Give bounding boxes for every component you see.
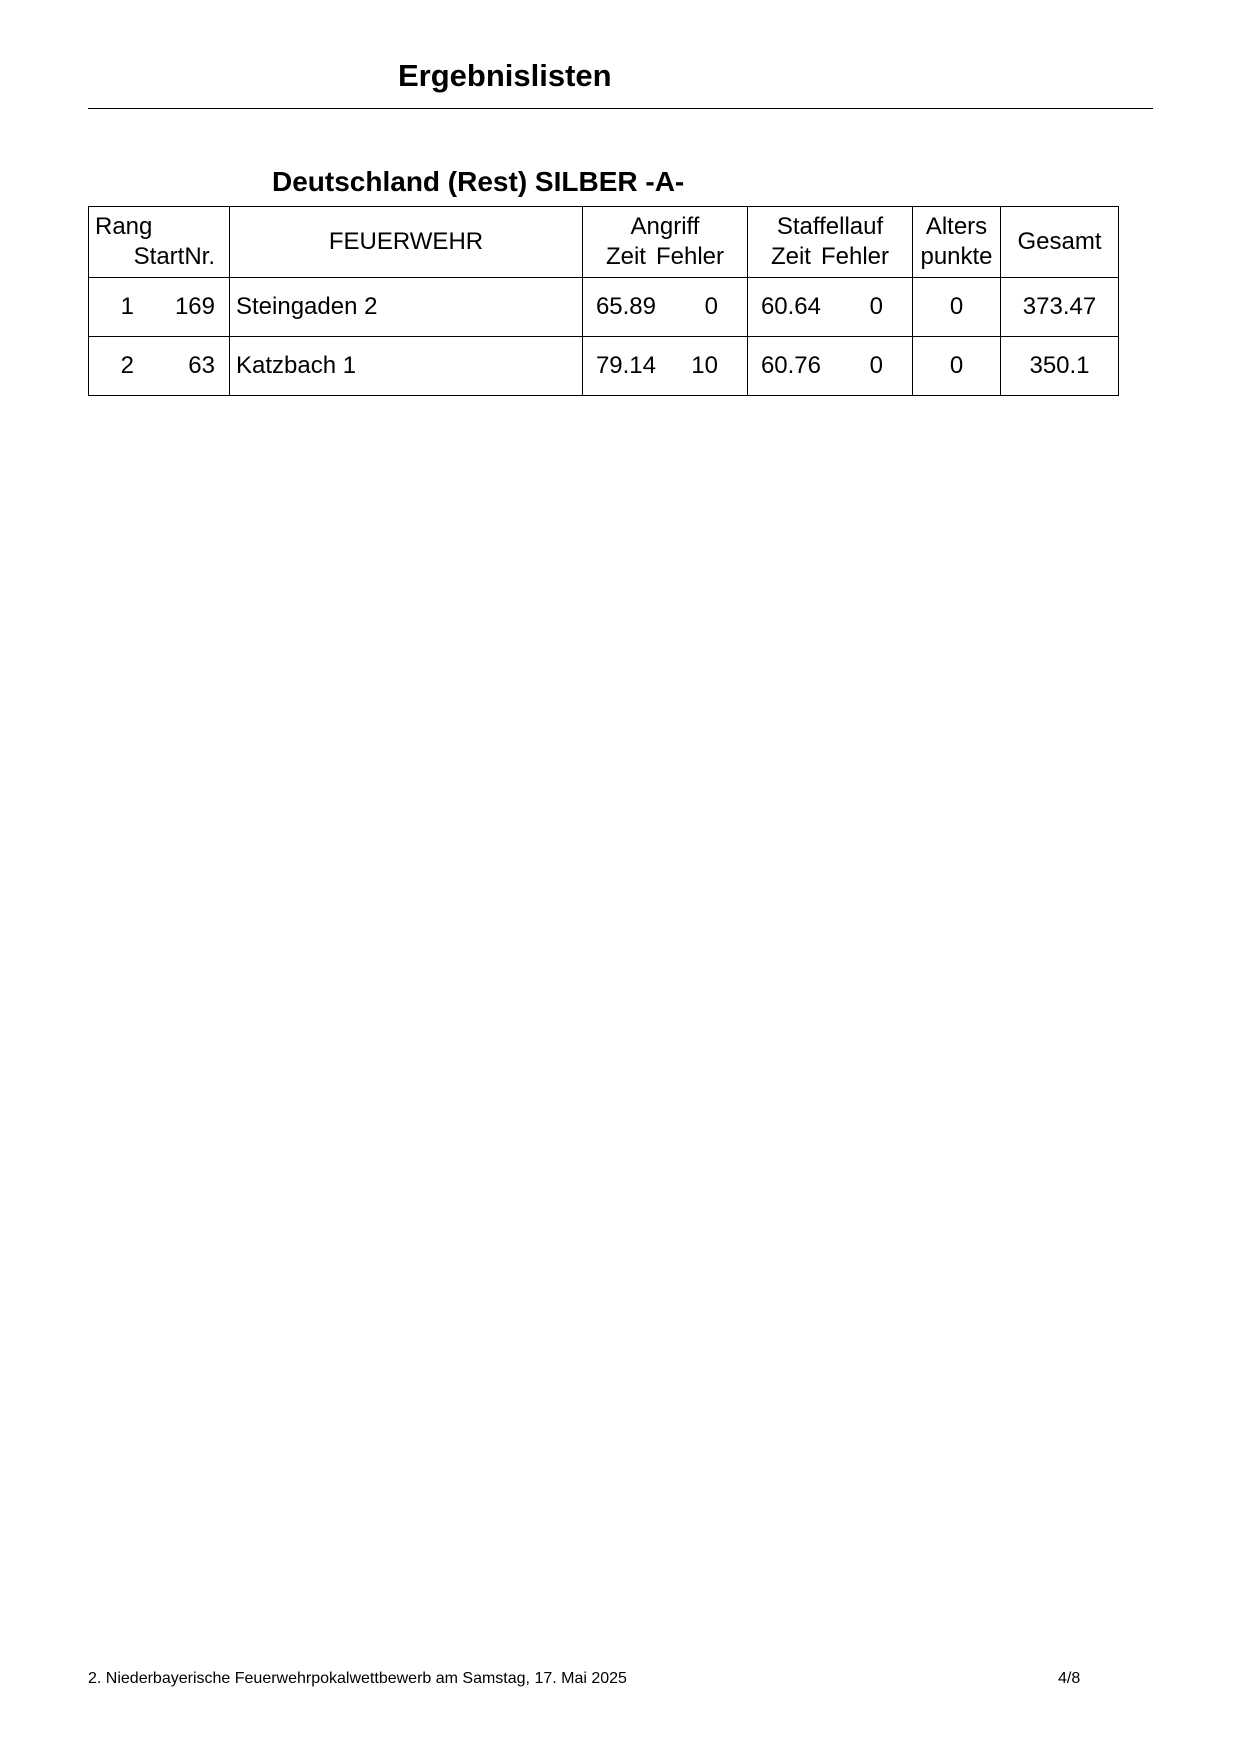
cell-angriff-zeit: 79.14 — [595, 352, 656, 379]
header-feuerwehr — [230, 207, 583, 278]
cell-feuerwehr: Katzbach 1 — [230, 337, 583, 396]
header-startnr: StartNr. — [133, 243, 215, 270]
cell-gesamt: 373.47 — [1001, 278, 1119, 337]
cell-rang-startnr — [89, 278, 230, 337]
header-angriff — [583, 207, 748, 278]
cell-alterspunkte: 0 — [913, 278, 1001, 337]
header-staffellauf — [748, 207, 913, 278]
cell-alterspunkte: 0 — [913, 337, 1001, 396]
header-rang: Rang — [95, 213, 153, 240]
header-rang-startnr — [89, 207, 230, 278]
header-angriff-fehler: Fehler — [655, 243, 725, 270]
cell-staffellauf-zeit: 60.76 — [760, 352, 821, 379]
cell-rang: 1 — [120, 293, 134, 320]
cell-staffellauf-fehler: 0 — [869, 293, 883, 320]
header-staffellauf-label: Staffellauf — [776, 213, 884, 240]
header-staffellauf-fehler: Fehler — [820, 243, 890, 270]
results-table — [88, 206, 1119, 396]
header-angriff-zeit: Zeit — [605, 243, 646, 270]
cell-startnr: 169 — [174, 293, 215, 320]
header-staffellauf-zeit: Zeit — [770, 243, 811, 270]
header-alters-line2: punkte — [920, 243, 993, 270]
header-feuerwehr-label: FEUERWEHR — [328, 228, 484, 255]
cell-rang: 2 — [120, 352, 134, 379]
cell-gesamt: 350.1 — [1001, 337, 1119, 396]
cell-staffellauf — [748, 278, 913, 337]
cell-angriff-fehler: 10 — [691, 352, 718, 379]
table-row — [89, 337, 1119, 396]
cell-angriff — [583, 337, 748, 396]
header-angriff-label: Angriff — [630, 213, 700, 240]
cell-staffellauf-fehler: 0 — [869, 352, 883, 379]
cell-rang-startnr — [89, 337, 230, 396]
header-alters-line1: Alters — [925, 213, 988, 240]
table-header-row — [89, 207, 1119, 278]
footer-page-number: 4/8 — [1058, 1670, 1081, 1687]
cell-staffellauf-zeit: 60.64 — [760, 293, 821, 320]
page-title: Ergebnislisten — [398, 58, 612, 93]
header-gesamt — [1001, 207, 1119, 278]
cell-angriff — [583, 278, 748, 337]
header-alterspunkte — [913, 207, 1001, 278]
title-divider — [88, 108, 1153, 109]
header-gesamt-label: Gesamt — [1017, 228, 1102, 255]
cell-staffellauf — [748, 337, 913, 396]
cell-angriff-fehler: 0 — [704, 293, 718, 320]
section-title: Deutschland (Rest) SILBER -A- — [272, 166, 685, 197]
cell-startnr: 63 — [188, 352, 215, 379]
table-row — [89, 278, 1119, 337]
cell-angriff-zeit: 65.89 — [595, 293, 656, 320]
cell-feuerwehr: Steingaden 2 — [230, 278, 583, 337]
footer-event-text: 2. Niederbayerische Feuerwehrpokalwettbewerb am Samstag, 17. Mai 2025 — [88, 1670, 627, 1687]
